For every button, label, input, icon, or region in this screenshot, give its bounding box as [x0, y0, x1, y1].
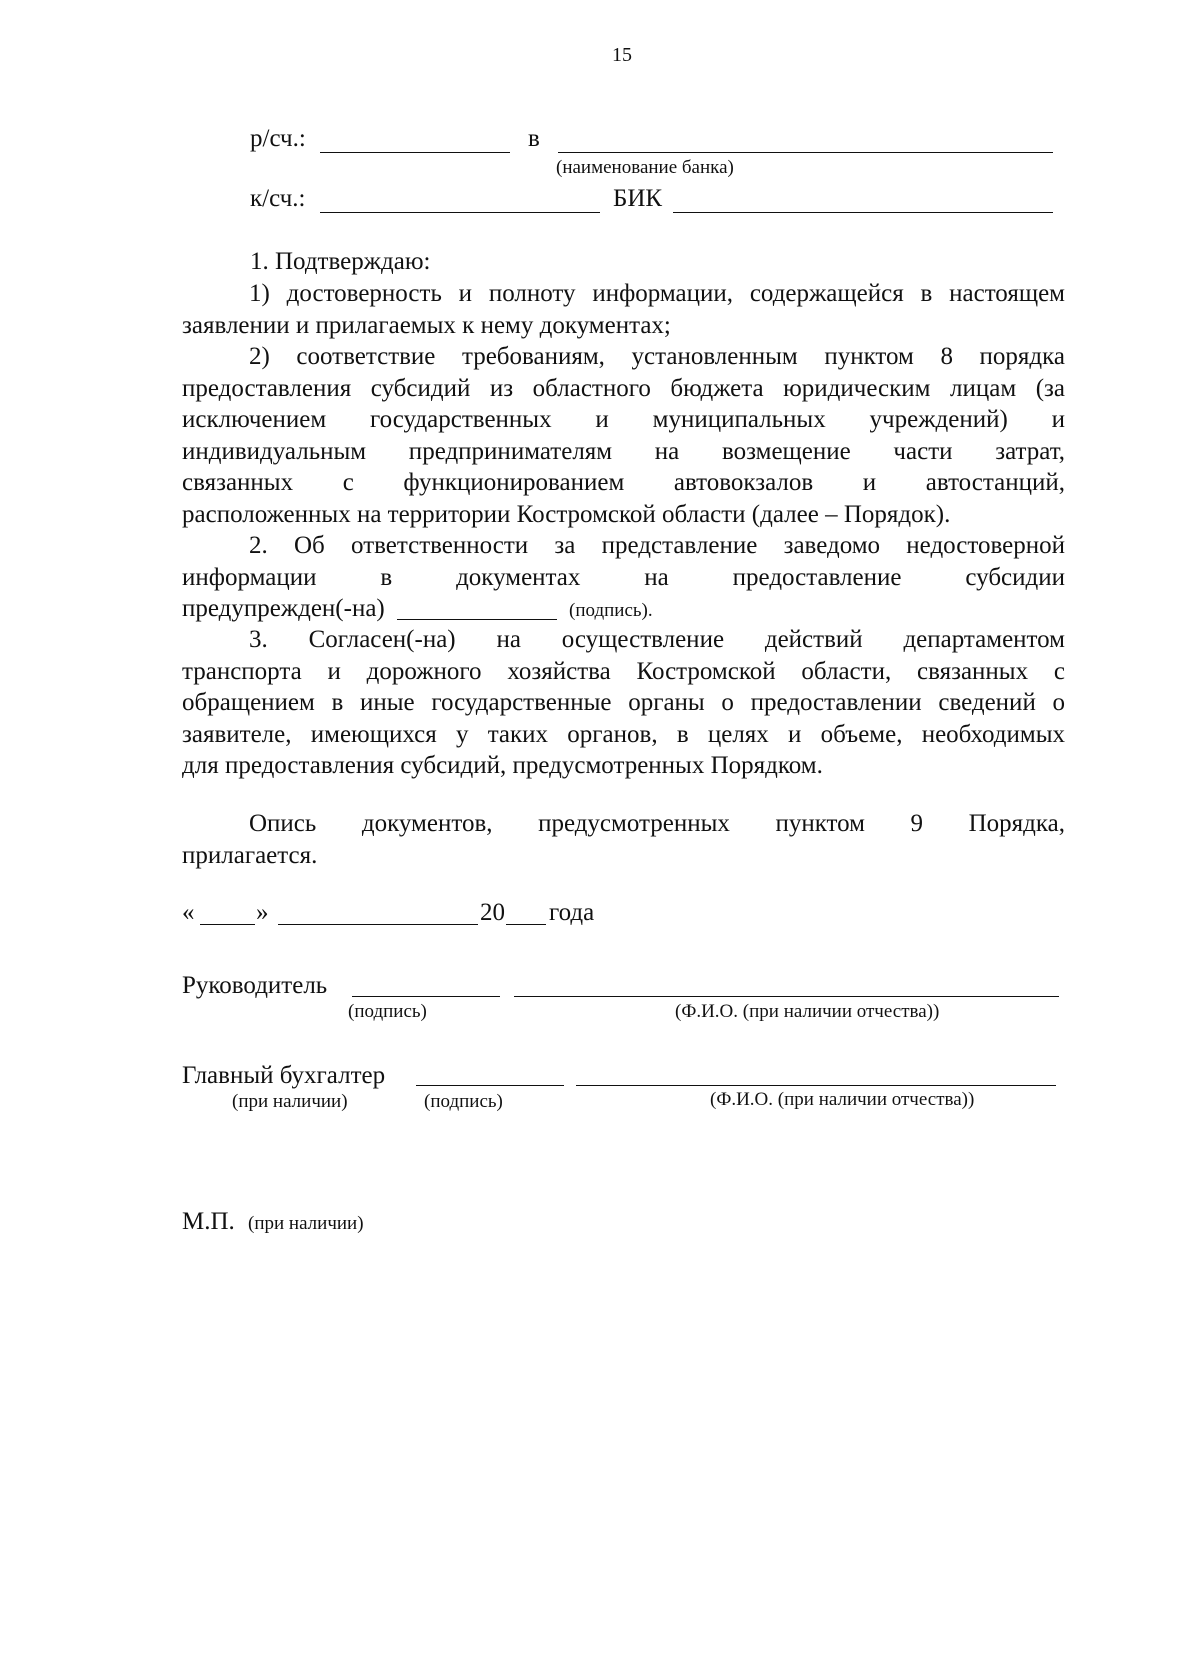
bik-label: БИК	[613, 185, 663, 212]
responsibility-paragraph	[182, 530, 1065, 593]
bank-name-field[interactable]	[558, 152, 1053, 153]
responsibility-line: 2. Об ответственности за представление заведомо недостоверной	[249, 532, 1065, 559]
date-month-field[interactable]	[278, 924, 478, 925]
warned-signature-caption: (подпись).	[569, 600, 653, 621]
inventory-line: прилагается.	[182, 841, 318, 869]
date-close-quote: »	[256, 899, 269, 926]
correspondent-account-label: к/сч.:	[250, 185, 306, 212]
head-name-caption: (Ф.И.О. (при наличии отчества))	[675, 1001, 940, 1022]
correspondent-account-field[interactable]	[320, 212, 600, 213]
head-signature-caption: (подпись)	[348, 1001, 427, 1022]
consent-line: заявителе, имеющихся у таких органов, в целях и объеме, необходимых	[182, 720, 1065, 748]
date-year-prefix: 20	[480, 899, 505, 926]
confirm-item-2-line: исключением государственных и муниципальных учреждений) и	[182, 406, 1065, 433]
date-year-field[interactable]	[506, 924, 546, 925]
warned-label: предупрежден(-на)	[182, 595, 385, 622]
date-open-quote: «	[182, 899, 195, 926]
confirm-item-1	[182, 278, 1065, 341]
confirm-item-1-line: заявлении и прилагаемых к нему документах;	[182, 311, 671, 339]
confirm-heading: 1. Подтверждаю:	[250, 248, 431, 275]
accountant-signature-caption: (подпись)	[424, 1091, 503, 1112]
settlement-account-field[interactable]	[320, 152, 510, 153]
head-signature-field[interactable]	[352, 996, 500, 997]
consent-line: транспорта и дорожного хозяйства Костромской области, связанных с	[182, 657, 1065, 685]
responsibility-line: информации в документах на предоставление субсидии	[182, 563, 1065, 591]
confirm-item-2-line: связанных с функционированием автовокзалов и автостанций,	[182, 469, 1065, 496]
settlement-account-label: р/сч.:	[250, 125, 306, 152]
accountant-signature-field[interactable]	[416, 1085, 564, 1086]
stamp-label: М.П.	[182, 1208, 235, 1235]
accountant-label: Главный бухгалтер	[182, 1062, 386, 1089]
confirm-item-2-line: 2) соответствие требованиям, установленным пунктом 8 порядка	[249, 343, 1065, 370]
bank-in-label: в	[528, 125, 540, 152]
accountant-name-caption: (Ф.И.О. (при наличии отчества))	[710, 1089, 975, 1110]
head-label: Руководитель	[182, 972, 328, 999]
consent-paragraph	[182, 624, 1065, 782]
page-number: 15	[612, 44, 632, 66]
bank-name-caption: (наименование банка)	[556, 157, 734, 178]
bik-field[interactable]	[673, 212, 1053, 213]
accountant-name-field[interactable]	[576, 1085, 1056, 1086]
date-year-suffix: года	[549, 899, 595, 926]
consent-line: 3. Согласен(-на) на осуществление действий департаментом	[249, 626, 1065, 653]
confirm-item-2-line: расположенных на территории Костромской области (далее – Порядок).	[182, 500, 951, 528]
stamp-caption: (при наличии)	[248, 1213, 364, 1234]
consent-line: для предоставления субсидий, предусмотренных Порядком.	[182, 752, 823, 779]
confirm-item-2-line: предоставления субсидий из областного бюджета юридическим лицам (за	[182, 374, 1065, 402]
head-name-field[interactable]	[514, 996, 1059, 997]
confirm-item-1-line: 1) достоверность и полноту информации, содержащейся в настоящем	[249, 280, 1065, 307]
warned-signature-field[interactable]	[397, 619, 557, 620]
accountant-if-any-caption: (при наличии)	[232, 1091, 348, 1112]
inventory-line: Опись документов, предусмотренных пунктом 9 Порядка,	[249, 810, 1065, 837]
inventory-paragraph	[182, 808, 1065, 871]
date-day-field[interactable]	[200, 924, 255, 925]
consent-line: обращением в иные государственные органы о предоставлении сведений о	[182, 689, 1065, 716]
confirm-item-2-line: индивидуальным предпринимателям на возмещение части затрат,	[182, 437, 1065, 465]
confirm-item-2	[182, 341, 1065, 530]
